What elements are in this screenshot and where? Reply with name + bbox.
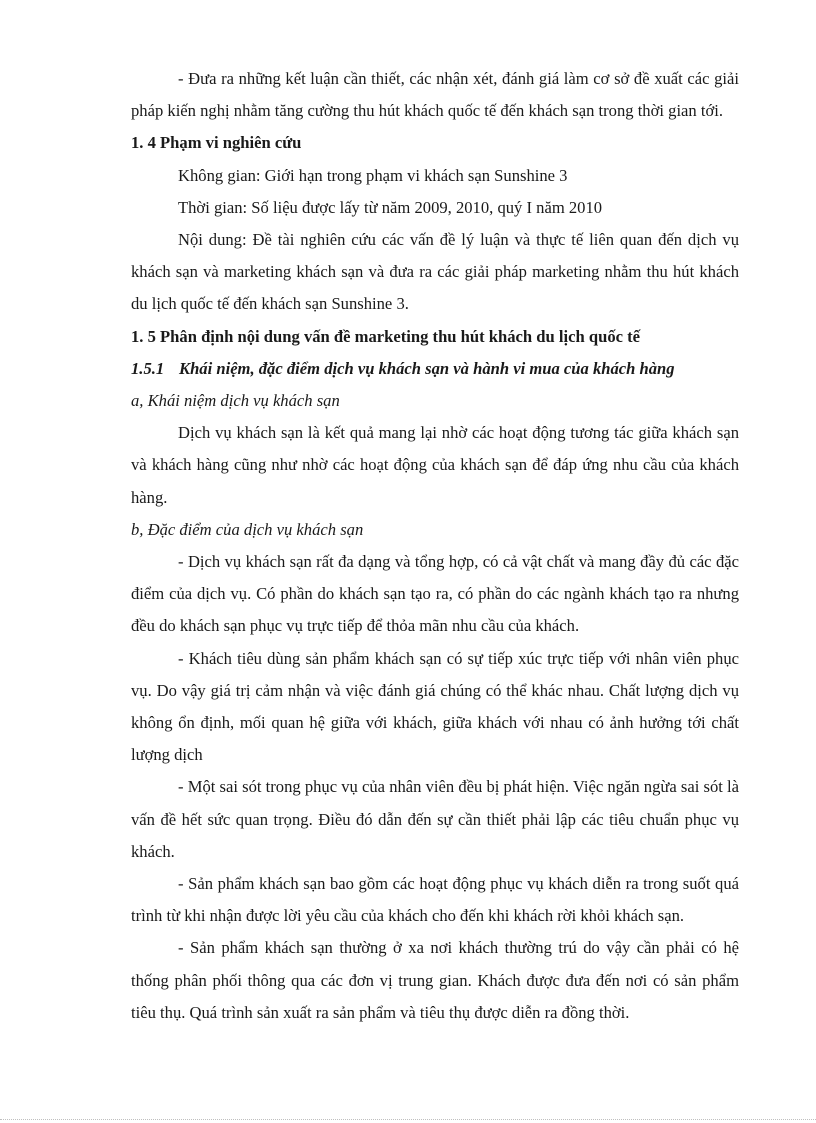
paragraph-feature-5: - Sản phẩm khách sạn thường ở xa nơi khách thường trú do vậy cần phải có hệ thống phân phối thông qua các đơn vị trung gian. Khách được đưa đến nơi có sản phẩm tiêu thụ. Quá trình sản xuất ra sản phẩm và tiêu thụ được diễn ra đồng thời.: [131, 938, 739, 1022]
section-a-title: a, Khái niệm dịch vụ khách sạn: [131, 391, 340, 411]
paragraph-scope-space: Không gian: Giới hạn trong phạm vi khách sạn Sunshine 3: [178, 165, 568, 185]
document-body: [131, 63, 739, 1029]
section-b-title: b, Đặc điểm của dịch vụ khách sạn: [131, 519, 364, 539]
paragraph-service-definition: Dịch vụ khách sạn là kết quả mang lại nhờ các hoạt động tương tác giữa khách sạn và khách hàng cũng như nhờ các hoạt động của khách sạn để đáp ứng nhu cầu của khách hàng.: [131, 423, 739, 507]
heading-scope: 1. 4 Phạm vi nghiên cứu: [131, 133, 302, 153]
paragraph-feature-4: - Sản phẩm khách sạn bao gồm các hoạt động phục vụ khách diễn ra trong suốt quá trình từ khi nhận được lời yêu cầu của khách cho đến khi khách rời khỏi khách sạn.: [131, 874, 739, 926]
paragraph-feature-2: - Khách tiêu dùng sản phẩm khách sạn có sự tiếp xúc trực tiếp với nhân viên phục vụ. Do vậy giá trị cảm nhận và việc đánh giá chúng có thể khác nhau. Chất lượng dịch vụ không ổn định, mối quan hệ giữa với khách, giữa khách với nhau có ảnh hưởng tới chất lượng dịch: [131, 648, 739, 765]
subheading-number: 1.5.1: [131, 358, 165, 378]
paragraph-scope-content: Nội dung: Đề tài nghiên cứu các vấn đề lý luận và thực tế liên quan đến dịch vụ khách sạn và marketing khách sạn và đưa ra các giải pháp marketing nhằm thu hút khách du lịch quốc tế đến khách sạn Sunshine 3.: [131, 230, 739, 314]
page-bottom-border: [0, 1119, 816, 1120]
paragraph-feature-1: - Dịch vụ khách sạn rất đa dạng và tổng hợp, có cả vật chất và mang đầy đủ các đặc điểm của dịch vụ. Có phần do khách sạn tạo ra, có phần do các ngành khách tạo ra nhưng đều do khách sạn phục vụ trực tiếp để thỏa mãn nhu cầu của khách.: [131, 552, 739, 636]
subheading-1-5-1: [131, 353, 739, 385]
paragraph-objectives: - Đưa ra những kết luận cần thiết, các nhận xét, đánh giá làm cơ sở đề xuất các giải pháp kiến nghị nhằm tăng cường thu hút khách quốc tế đến khách sạn trong thời gian tới.: [131, 69, 739, 121]
paragraph-feature-3: - Một sai sót trong phục vụ của nhân viên đều bị phát hiện. Việc ngăn ngừa sai sót là vấn đề hết sức quan trọng. Điều đó dẫn đến sự cần thiết phải lập các tiêu chuẩn phục vụ khách.: [131, 777, 739, 861]
subheading-text: Khái niệm, đặc điểm dịch vụ khách sạn và hành vi mua của khách hàng: [179, 358, 675, 378]
paragraph-scope-time: Thời gian: Số liệu được lấy từ năm 2009, 2010, quý I năm 2010: [178, 197, 603, 217]
heading-marketing-content: 1. 5 Phân định nội dung vấn đề marketing thu hút khách du lịch quốc tế: [131, 326, 641, 346]
